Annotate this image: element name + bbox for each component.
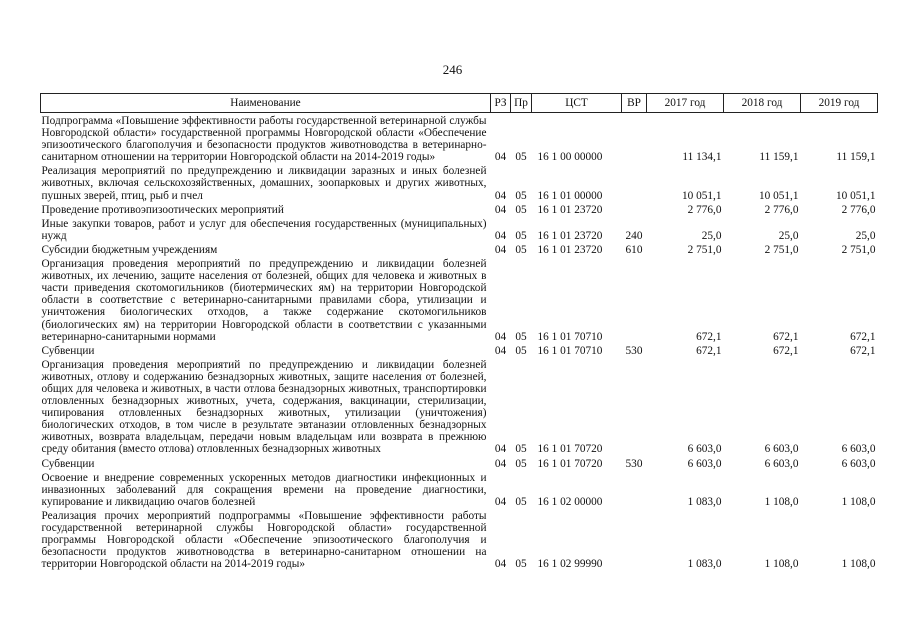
- row-rz: 04: [494, 457, 507, 470]
- row-pr: 05: [515, 203, 527, 216]
- row-2019: 1 108,0: [841, 558, 876, 571]
- row-2019: 2 751,0: [841, 243, 876, 256]
- row-2018: 1 108,0: [764, 558, 799, 571]
- row-pr: 05: [515, 151, 527, 164]
- row-name: Субвенции: [41, 344, 95, 357]
- row-cst: 16 1 01 23720: [537, 229, 603, 242]
- row-2018: 25,0: [778, 229, 799, 242]
- row-vr: [622, 256, 647, 343]
- row-name: Освоение и внедрение современных ускоренных методов диагностики инфекционных и инвазионных заболеваний для сокращения времени на проведение диагностики, купирование и ликвидацию очагов болезней: [41, 471, 487, 508]
- table-row: [41, 470, 878, 508]
- row-2017: 2 751,0: [687, 243, 722, 256]
- row-cst: 16 1 01 23720: [537, 203, 603, 216]
- row-pr: 05: [515, 344, 527, 357]
- row-pr: 05: [515, 558, 527, 571]
- row-name: Подпрограмма «Повышение эффективности работы государственной ветеринарной службы Новгородской области» государственной программы Новгородской области «Обеспечение эпизоотического благополучия и безопасности продуктов животноводства в ветеринарно-санитарном отношении на территории Новгородской области на 2014-2019 годы»: [41, 115, 487, 164]
- row-2018: 11 159,1: [759, 151, 799, 164]
- row-vr: [622, 202, 647, 216]
- row-cst: 16 1 02 00000: [537, 495, 603, 508]
- row-name: Организация проведения мероприятий по предупреждению и ликвидации болезней животных, отлову и содержанию безнадзорных животных, защите населения от болезней, общих для человека и животных, в части отлова безнадзорных животных, транспортировки отловленных безнадзорных животных, учета, содержания, вакцинации, стерилизации, чипирования отловленных безнадзорных животных, утилизации (уничтожения) биологических отходов, в том числе в результате эвтаназии отловленных безнадзорных животных, возврата владельцам, передачи новым владельцам или возврата в прежнюю среду обитания (вместо отлова) отловленных безнадзорных животных: [41, 358, 487, 456]
- row-2019: 6 603,0: [841, 443, 876, 456]
- row-2018: 6 603,0: [764, 457, 799, 470]
- row-2017: 6 603,0: [687, 457, 722, 470]
- header-name: Наименование: [41, 94, 491, 113]
- table-header: [41, 94, 878, 113]
- row-cst: 16 1 01 00000: [537, 189, 603, 202]
- row-vr: [622, 113, 647, 164]
- row-name: Субсидии бюджетным учреждениям: [41, 243, 218, 256]
- row-2018: 6 603,0: [764, 443, 799, 456]
- row-cst: 16 1 02 99990: [537, 558, 603, 571]
- row-2017: 2 776,0: [687, 203, 722, 216]
- row-vr: [622, 163, 647, 201]
- row-2017: 672,1: [696, 330, 722, 343]
- row-2018: 1 108,0: [764, 495, 799, 508]
- header-2018: 2018 год: [724, 94, 801, 113]
- row-cst: 16 1 01 23720: [537, 243, 603, 256]
- table-row: [41, 343, 878, 357]
- row-2017: 25,0: [701, 229, 722, 242]
- row-pr: 05: [515, 189, 527, 202]
- row-2018: 672,1: [773, 330, 799, 343]
- row-vr: 610: [625, 243, 643, 256]
- row-pr: 05: [515, 495, 527, 508]
- table-row: [41, 202, 878, 216]
- page-number: 246: [442, 62, 463, 77]
- row-rz: 04: [494, 443, 507, 456]
- row-pr: 05: [515, 443, 527, 456]
- row-name: Организация проведения мероприятий по предупреждению и ликвидации болезней животных, их лечению, защите населения от болезней, общих для человека и животных в части приведения скотомогильников (биотермических ям) на территории Новгородской области в соответствие с ветеринарно-санитарными правилами сбора, утилизации и уничтожения биологических отходов, а также содержание скотомогильников (биологических ям) на территории Новгородской области в соответствии с указанными ветеринарно-санитарными нормами: [41, 258, 487, 343]
- row-cst: 16 1 01 70720: [537, 457, 603, 470]
- row-vr: 530: [625, 344, 643, 357]
- row-2019: 11 159,1: [836, 151, 876, 164]
- table-row: [41, 456, 878, 470]
- table-row: [41, 508, 878, 570]
- row-2019: 672,1: [850, 330, 876, 343]
- row-cst: 16 1 01 70720: [537, 443, 603, 456]
- header-2019: 2019 год: [801, 94, 878, 113]
- row-rz: 04: [494, 243, 507, 256]
- row-2017: 6 603,0: [687, 443, 722, 456]
- row-2017: 1 083,0: [687, 495, 722, 508]
- row-2019: 672,1: [850, 344, 876, 357]
- table-row: [41, 113, 878, 164]
- row-2018: 2 751,0: [764, 243, 799, 256]
- header-cst: ЦСТ: [532, 94, 622, 113]
- row-pr: 05: [515, 229, 527, 242]
- row-vr: 240: [625, 229, 643, 242]
- row-name: Субвенции: [41, 457, 95, 470]
- row-rz: 04: [494, 203, 507, 216]
- row-rz: 04: [494, 330, 507, 343]
- row-2018: 672,1: [773, 344, 799, 357]
- row-vr: 530: [625, 457, 643, 470]
- table-body: [41, 113, 878, 571]
- header-vr: ВР: [622, 94, 647, 113]
- row-vr: [622, 357, 647, 456]
- row-rz: 04: [494, 151, 507, 164]
- row-name: Реализация мероприятий по предупреждению и ликвидации заразных и иных болезней животных, включая сельскохозяйственных, домашних, зоопарковых и других животных, пушных зверей, птиц, рыб и пчел: [41, 165, 487, 202]
- header-pr: Пр: [511, 94, 532, 113]
- budget-table: [40, 93, 878, 570]
- row-2019: 1 108,0: [841, 495, 876, 508]
- table-row: [41, 357, 878, 456]
- row-rz: 04: [494, 558, 507, 571]
- table-row: [41, 242, 878, 256]
- row-rz: 04: [494, 344, 507, 357]
- header-2017: 2017 год: [647, 94, 724, 113]
- row-2017: 10 051,1: [681, 189, 722, 202]
- row-name: Иные закупки товаров, работ и услуг для обеспечения государственных (муниципальных) нужд: [41, 217, 487, 242]
- row-pr: 05: [515, 330, 527, 343]
- header-rz: РЗ: [491, 94, 511, 113]
- row-pr: 05: [515, 243, 527, 256]
- row-name: Реализация прочих мероприятий подпрограммы «Повышение эффективности работы государственной ветеринарной службы Новгородской области» государственной программы Новгородской области «Обеспечение эпизоотического благополучия и безопасности продуктов животноводства в ветеринарно-санитарном отношении на территории Новгородской области на 2014-2019 годы»: [41, 509, 487, 571]
- row-2017: 1 083,0: [687, 558, 722, 571]
- row-2019: 2 776,0: [841, 203, 876, 216]
- row-rz: 04: [494, 495, 507, 508]
- row-vr: [622, 508, 647, 570]
- table-row: [41, 256, 878, 343]
- row-cst: 16 1 01 70710: [537, 344, 603, 357]
- row-rz: 04: [494, 229, 507, 242]
- row-2019: 10 051,1: [835, 189, 876, 202]
- row-2017: 672,1: [696, 344, 722, 357]
- table-row: [41, 216, 878, 242]
- row-2017: 11 134,1: [682, 151, 722, 164]
- table-row: [41, 163, 878, 201]
- row-rz: 04: [494, 189, 507, 202]
- row-2019: 25,0: [855, 229, 876, 242]
- row-pr: 05: [515, 457, 527, 470]
- row-2018: 10 051,1: [758, 189, 799, 202]
- row-cst: 16 1 01 70710: [537, 330, 603, 343]
- row-vr: [622, 470, 647, 508]
- row-2019: 6 603,0: [841, 457, 876, 470]
- row-name: Проведение противоэпизоотических мероприятий: [41, 203, 284, 216]
- row-cst: 16 1 00 00000: [537, 151, 603, 164]
- row-2018: 2 776,0: [764, 203, 799, 216]
